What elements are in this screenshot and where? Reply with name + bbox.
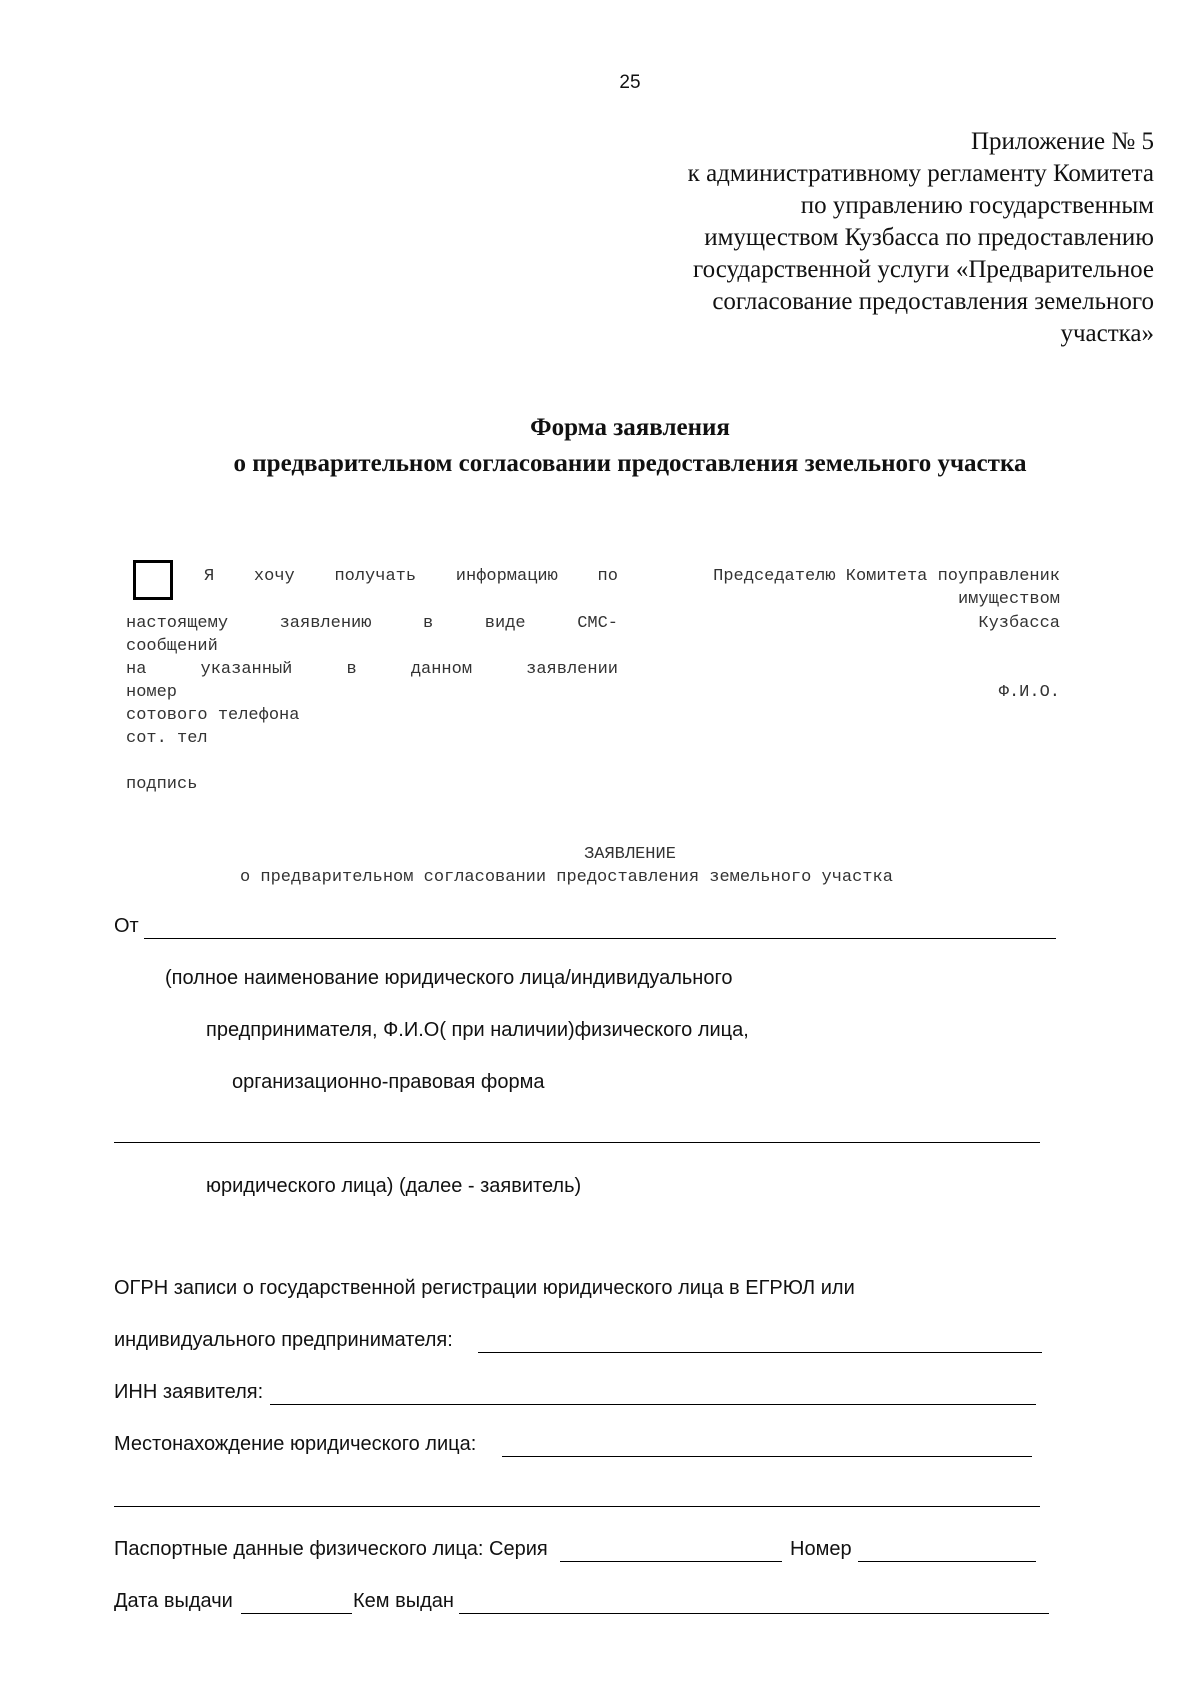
form-title-line2: о предварительном согласовании предоставления земельного участка xyxy=(233,450,1027,477)
sms-word: заявлении xyxy=(526,660,618,679)
page-number: 25 xyxy=(619,72,641,93)
form-title xyxy=(0,410,1200,482)
from-hint-2: предпринимателя, Ф.И.О( при наличии)физического лица, xyxy=(206,1019,749,1041)
sms-text-line3: сообщений xyxy=(126,637,218,656)
sms-word: информацию xyxy=(455,567,558,586)
from-hint-1: (полное наименование юридического лица/индивидуального xyxy=(165,967,733,989)
sms-word: хочу xyxy=(253,567,295,586)
addressee-line3: Кузбасса xyxy=(978,614,1060,633)
from-hint-3: организационно-правовая форма xyxy=(232,1071,545,1093)
appendix-line: согласование предоставления земельного xyxy=(712,288,1154,315)
ogrn-input-line[interactable] xyxy=(478,1352,1042,1353)
sms-word: Я xyxy=(204,567,215,586)
appendix-header xyxy=(594,126,1154,350)
passport-number-input-line[interactable] xyxy=(858,1561,1036,1562)
sms-word: по xyxy=(597,567,618,586)
issue-date-label: Дата выдачи xyxy=(114,1590,233,1612)
addressee-line1: Председателю Комитета поуправленик xyxy=(713,567,1060,586)
from-input-line[interactable] xyxy=(144,938,1056,939)
appendix-line: имуществом Кузбасса по предоставлению xyxy=(704,224,1154,251)
sms-text-line2 xyxy=(126,614,618,633)
sms-word: в xyxy=(346,660,357,679)
sms-text-line1 xyxy=(204,567,618,586)
sms-word: на xyxy=(126,660,147,679)
ogrn-label: ОГРН записи о государственной регистрации юридического лица в ЕГРЮЛ или xyxy=(114,1277,855,1299)
ogrn-label-2: индивидуального предпринимателя: xyxy=(114,1329,453,1351)
sms-text-line5: номер xyxy=(126,683,178,702)
addressee-line2: имуществом xyxy=(957,590,1060,609)
appendix-line: по управлению государственным xyxy=(800,192,1154,219)
sms-word: указанный xyxy=(200,660,293,679)
appendix-line: участка» xyxy=(1060,320,1154,347)
statement-title: ЗАЯВЛЕНИЕ xyxy=(584,845,676,864)
appendix-line: к административному регламенту Комитета xyxy=(687,160,1154,187)
issued-by-label: Кем выдан xyxy=(353,1590,454,1612)
phone-label: сот. тел xyxy=(126,729,208,748)
from-label: От xyxy=(114,915,139,937)
from-input-line-2[interactable] xyxy=(114,1142,1040,1143)
issue-date-input-line[interactable] xyxy=(241,1613,352,1614)
inn-label: ИНН заявителя: xyxy=(114,1381,264,1403)
sms-word: СМС- xyxy=(577,614,618,633)
from-hint-4: юридического лица) (далее - заявитель) xyxy=(206,1175,582,1197)
location-input-line[interactable] xyxy=(502,1456,1032,1457)
signature-label: подпись xyxy=(126,775,198,794)
addressee-fio: Ф.И.О. xyxy=(998,683,1060,702)
statement-subtitle: о предварительном согласовании предоставления земельного участка xyxy=(240,868,893,887)
location-label: Местонахождение юридического лица: xyxy=(114,1433,477,1455)
sms-word: данном xyxy=(410,660,473,679)
sms-consent-checkbox[interactable] xyxy=(133,560,173,600)
passport-label: Паспортные данные физического лица: Серия xyxy=(114,1538,548,1560)
sms-word: настоящему xyxy=(126,614,229,633)
sms-word: получать xyxy=(334,567,417,586)
inn-input-line[interactable] xyxy=(270,1404,1036,1405)
sms-word: в xyxy=(423,614,434,633)
sms-text-line6: сотового телефона xyxy=(126,706,300,725)
passport-series-input-line[interactable] xyxy=(560,1561,782,1562)
appendix-line: государственной услуги «Предварительное xyxy=(692,256,1154,283)
appendix-line: Приложение № 5 xyxy=(970,128,1154,155)
location-input-line-2[interactable] xyxy=(114,1506,1040,1507)
sms-word: заявлению xyxy=(279,614,372,633)
passport-number-label: Номер xyxy=(790,1538,852,1560)
form-title-line1: Форма заявления xyxy=(530,414,730,441)
sms-text-line4 xyxy=(126,660,618,679)
issued-by-input-line[interactable] xyxy=(459,1613,1049,1614)
sms-word: виде xyxy=(484,614,526,633)
